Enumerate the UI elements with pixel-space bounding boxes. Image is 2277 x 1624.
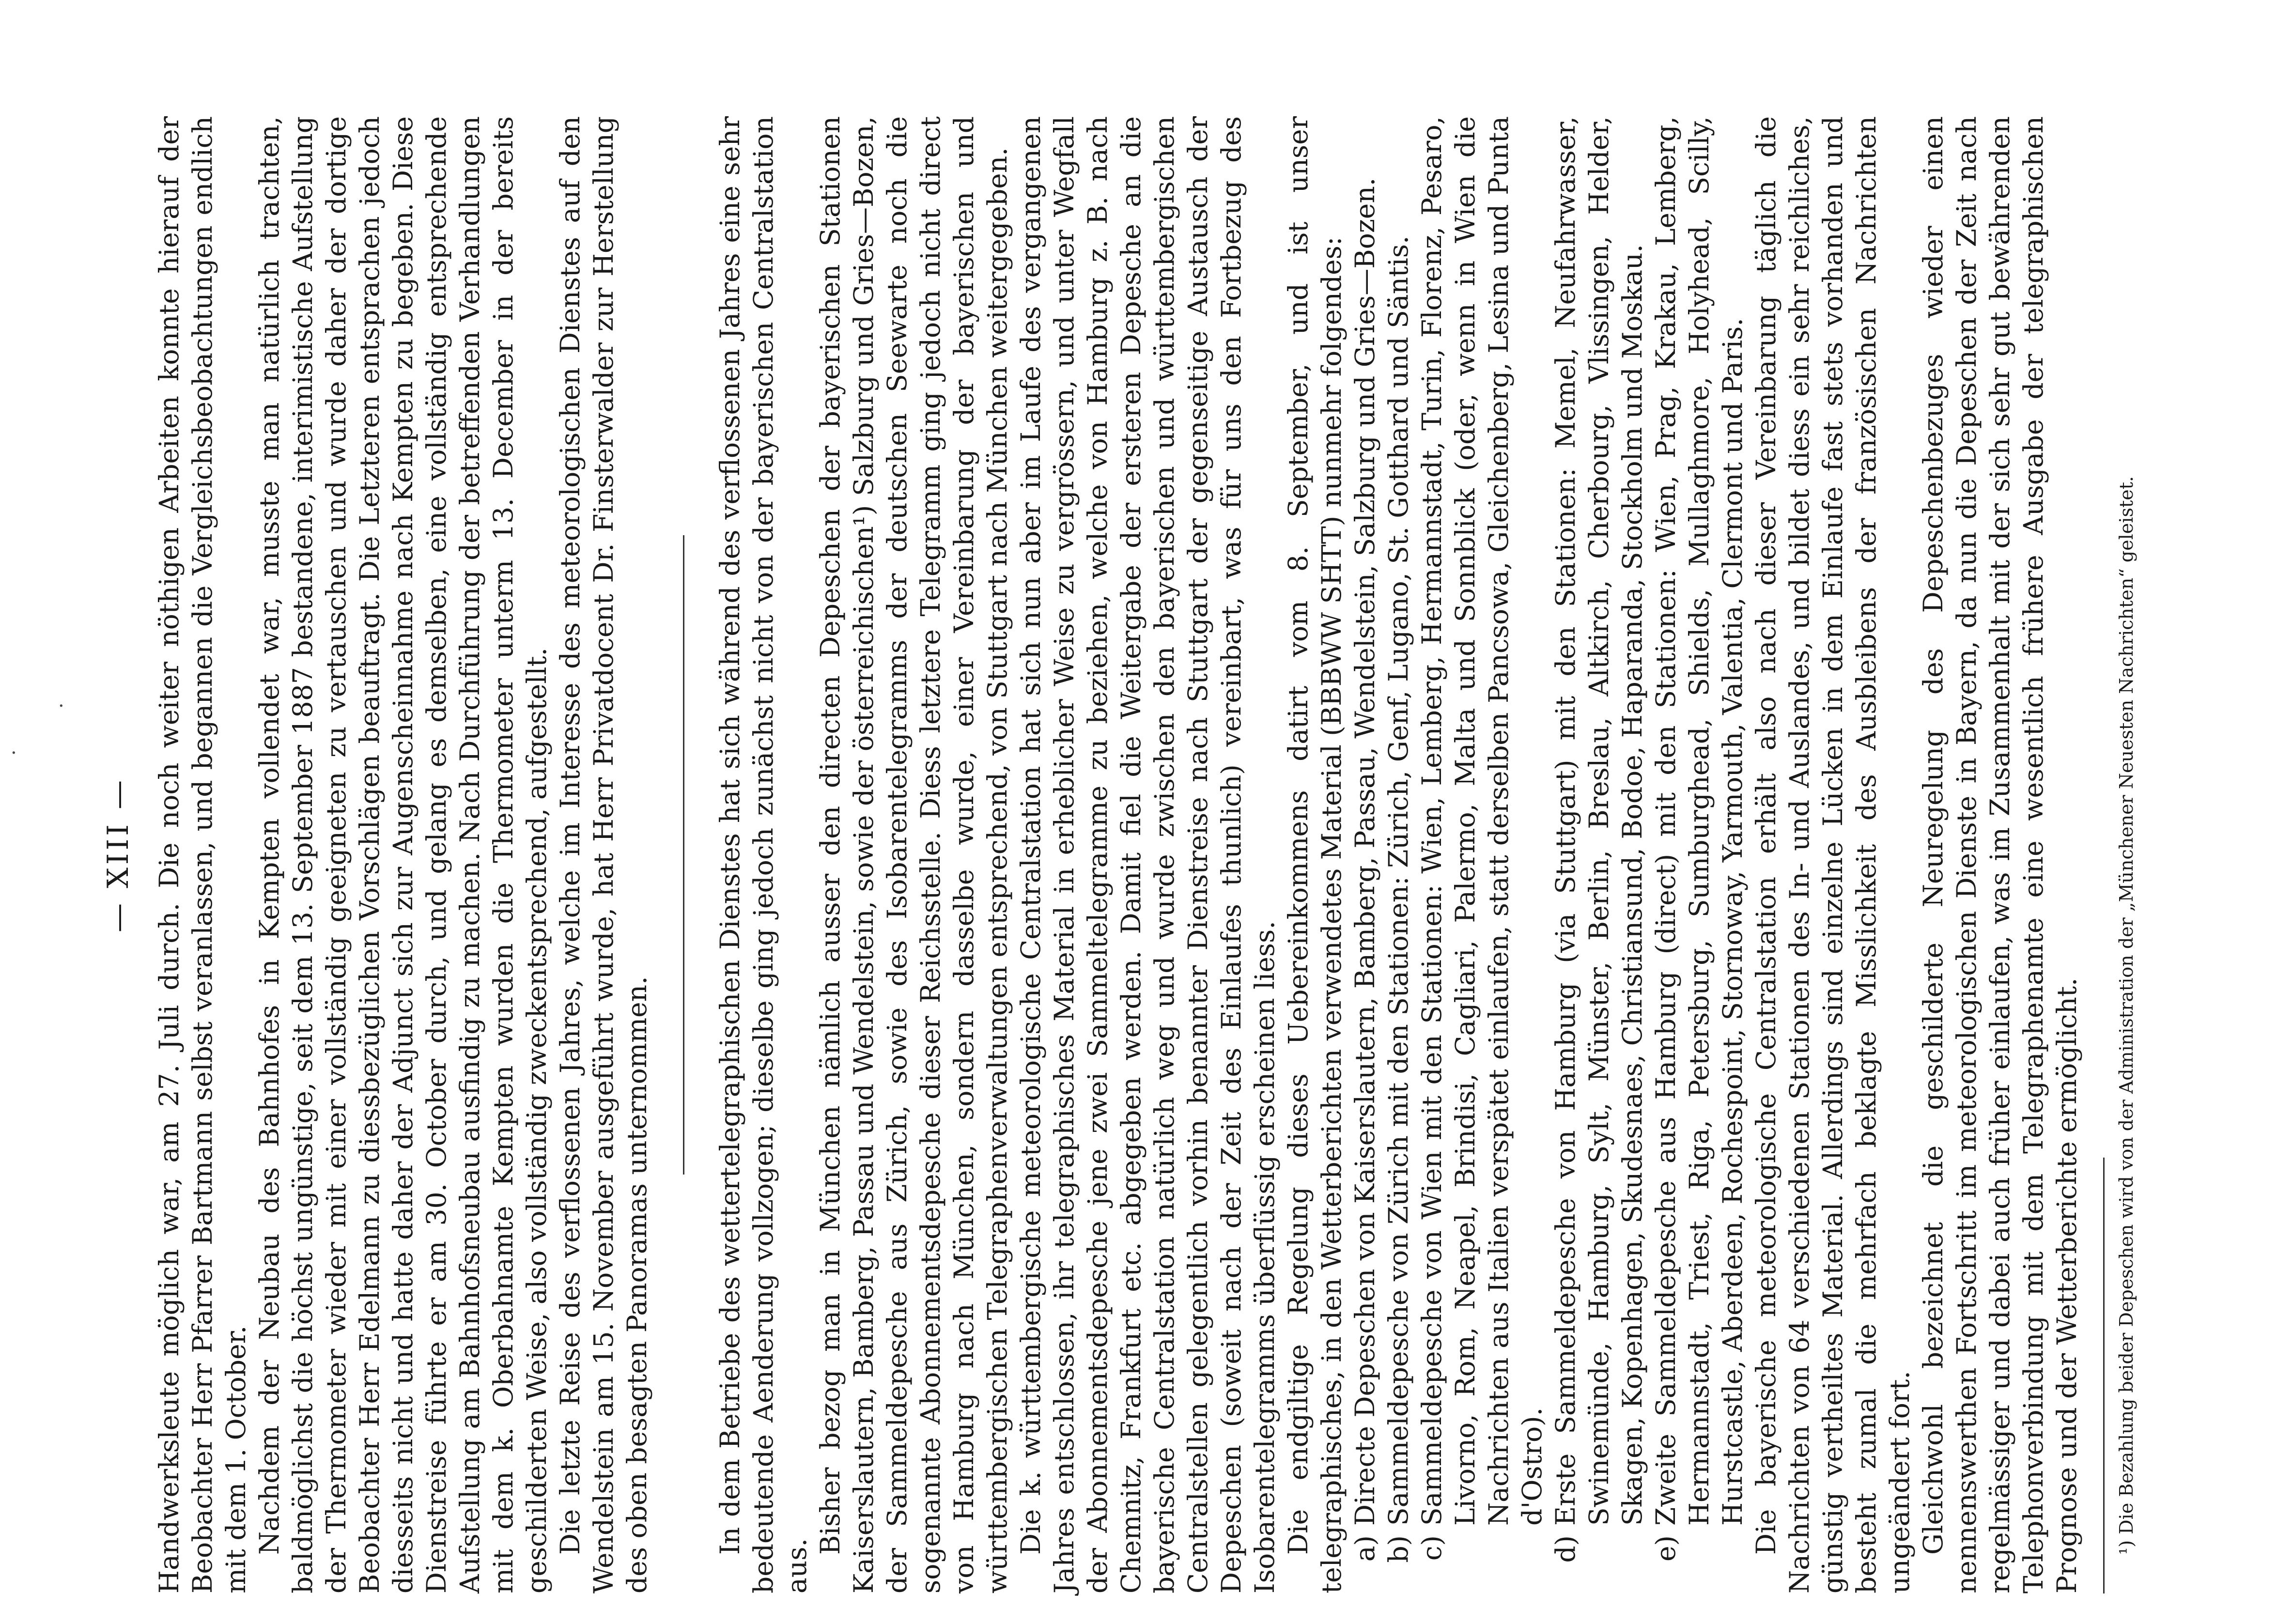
list-text: Directe Depeschen von Kaiserslautern, Bamberg, Passau, Wendelstein, Salzburg und Gries—Bozen. (1349, 177, 1380, 1526)
list-text: Zweite Sammeldepesche aus Hamburg (direct) mit den Stationen: Wien, Prag, Krakau, Lemberg, Hermannstadt, Triest, Riga, Petersburg, Sumburghead, Shields, Mullaghmore, Holyhead, Scilly, Hurstcastle, Aberdeen, Rochespoint, Stornoway, Yarmouth, Valentia, Clermont und Paris. (1650, 116, 1748, 1526)
list-text: Erste Sammeldepesche von Hamburg (via Stuttgart) mit den Stationen: Memel, Neufahrwasser, Swinemünde, Hamburg, Sylt, Münster, Berlin, Breslau, Altkirch, Cherbourg, Vlissingen, Helder, Skagen, Kopenhagen, Skudesnaes, Christiansund, Bodoe, Haparanda, Stockholm und Moskau. (1550, 116, 1648, 1526)
scan-mark: · (58, 695, 64, 717)
list-item (1415, 116, 1549, 1593)
paragraph: In dem Betriebe des wettertelegraphischen Dienstes hat sich während des verflossenen Jahres eine sehr bedeutende Aenderung vollzogen; dieselbe ging jedoch zunächst nicht von der bayerischen Centralstation aus. (714, 116, 812, 1593)
footnote-divider (2103, 1158, 2105, 1593)
list-label: b) (1383, 1535, 1414, 1563)
list-item (1348, 116, 1382, 1593)
list-label: c) (1416, 1535, 1447, 1561)
list-item (1649, 116, 1750, 1593)
paragraph: Die k. württembergische meteorologische Centralstation hat sich nun aber im Laufe des vergangenen Jahres entschlossen, ihr telegraphisches Material in erheblicher Weise zu vergrössern, und unter Wegfall der Abonnementsdepesche jene zwei Sammeltelegramme zu beziehen, welche von Hamburg z. B. nach Chemnitz, Frankfurt etc. abgegeben werden. Damit fiel die Weitergabe der ersteren Depesche an die bayerische Centralstation natürlich weg und wurde zwischen den bayerischen und württembergischen Centralstellen gelegentlich vorhin benannter Dienstreise nach Stuttgart der gegenseitige Austausch der Depeschen (soweit nach der Zeit des Einlaufes thunlich) vereinbart, was für uns den Fortbezug des Isobarentelegramms überflüssig erscheinen liess. (1015, 116, 1280, 1593)
paragraph: Die letzte Reise des verflossenen Jahres, welche im Interesse des meteorologischen Dienstes auf den Wendelstein am 15. November ausgeführt wurde, hat Herr Privatdocent Dr. Finsterwalder zur Herstellung des oben besagten Panoramas unternommen. (555, 116, 652, 1593)
list-label: e) (1650, 1535, 1681, 1562)
paragraph: Die bayerische meteorologische Centralstation erhält also nach dieser Vereinbarung täglich die Nachrichten von 64 verschiedenen Stationen des In- und Auslandes, und bildet diess ein sehr reichliches, günstig vertheiltes Material. Allerdings sind einzelne Lücken in dem Einlaufe fast stets vorhanden und besteht zumal die mehrfach beklagte Misslichkeit des Ausbleibens der französischen Nachrichten ungeändert fort. (1750, 116, 1915, 1593)
paragraph: Nachdem der Neubau des Bahnhofes in Kempten vollendet war, musste man natürlich trachten, baldmöglichst die höchst ungünstige, seit dem 13. September 1887 bestandene, interimistische Aufstellung der Thermometer wieder mit einer vollständig geeigneten zu vertauschen und wurde daher der dortige Beobachter Herr Edelmann zu diessbezüglichen Vorschlägen beauftragt. Die Letzteren entsprachen jedoch diesseits nicht und hatte daher der Adjunct sich zur Augenscheinnahme nach Kempten zu begeben. Diese Dienstreise führte er am 30. October durch, und gelang es demselben, eine vollständig entsprechende Aufstellung am Bahnhofsneubau ausfindig zu machen. Nach Durchführung der betreffenden Verhandlungen mit dem k. Oberbahnamte Kempten wurden die Thermometer unterm 13. December in der bereits geschilderten Weise, also vollständig zweckentsprechend, aufgestellt. (254, 116, 552, 1593)
paragraph: Handwerksleute möglich war, am 27. Juli durch. Die noch weiter nöthigen Arbeiten konnte hierauf der Beobachter Herr Pfarrer Bartmann selbst veranlassen, und begannen die Vergleichsbeobachtungen endlich mit dem 1. October. (154, 116, 251, 1593)
station-list (1348, 116, 1750, 1593)
list-item (1382, 116, 1415, 1593)
footnote: ¹) Die Bezahlung beider Depeschen wird von der Administration der „Münchener Neuesten Nachrichten“ geleistet. (2116, 476, 2137, 1555)
list-text: Sammeldepesche von Wien mit den Stationen: Wien, Lemberg, Hermannstadt, Turin, Florenz, Pesaro, Livorno, Rom, Neapel, Brindisi, Cagliari, Palermo, Malta und Sonnblick (oder, wenn in Wien die Nachrichten aus Italien verspätet einlaufen, statt derselben Pancsowa, Gleichenberg, Lesina und Punta d'Ostro). (1416, 116, 1548, 1526)
rotated-page (101, 116, 2137, 1593)
page-number: — XIII — (101, 777, 135, 932)
paragraph: Die endgiltige Regelung dieses Uebereinkommens datirt vom 8. September, und ist unser telegraphisches, in den Wetterberichten verwendetes Material (BBBWW SHTT) nunmehr folgendes: (1283, 116, 1347, 1593)
list-label: a) (1349, 1535, 1380, 1562)
paragraph: Gleichwohl bezeichnet die geschilderte Neuregelung des Depeschenbezuges wieder einen nennenswerthen Fortschritt im meteorologischen Dienste in Bayern, da nun die Depeschen der Zeit nach regelmässiger und dabei auch früher einlaufen, was im Zusammenhalt mit der sich sehr gut bewährenden Telephonverbindung mit dem Telegraphenamte eine wesentlich frühere Ausgabe der telegraphischen Prognose und der Wetterberichte ermöglicht. (1918, 116, 2082, 1593)
section-divider (683, 535, 684, 1175)
list-text: Sammeldepesche von Zürich mit den Stationen: Zürich, Genf, Lugano, St. Gotthard und Säntis. (1383, 235, 1414, 1526)
scan-mark: . (11, 736, 17, 758)
paragraph: Bisher bezog man in München nämlich ausser den directen Depeschen der bayerischen Stationen Kaiserslautern, Bamberg, Passau und Wendelstein, sowie der österreichischen¹) Salzburg und Gries—Bozen, der Sammeldepesche aus Zürich, sowie des Isobarentelegramms der deutschen Seewarte noch die sogenannte Abonnementsdepesche dieser Reichsstelle. Diess letztere Telegramm ging jedoch nicht direct von Hamburg nach München, sondern dasselbe wurde, einer Vereinbarung der bayerischen und württembergischen Telegraphenverwaltungen entsprechend, von Stuttgart nach München weitergegeben. (815, 116, 1013, 1593)
list-label: d) (1550, 1535, 1581, 1563)
list-item (1549, 116, 1649, 1593)
